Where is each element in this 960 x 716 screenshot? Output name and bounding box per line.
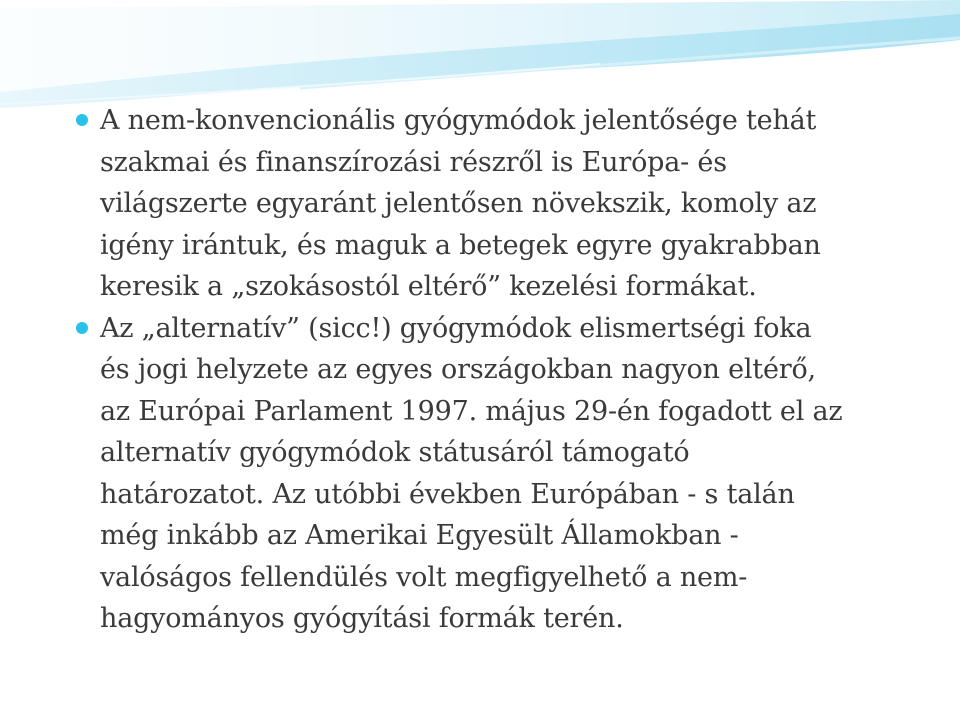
bullet-line: alternatív gyógymódok státusáról támogató <box>100 437 690 468</box>
bullet-line: az Európai Parlament 1997. május 29-én fogadott el az <box>100 395 843 427</box>
bullet-line: hagyományos gyógyítási formák terén. <box>100 603 624 634</box>
bullet-line: határozatot. Az utóbbi években Európában - s talán <box>100 478 795 510</box>
bullet-line: világszerte egyaránt jelentősen növekszik, komoly az <box>100 188 817 219</box>
bullet-line: szakmai és finanszírozási részről is Európa- és <box>100 146 727 178</box>
bullet-line: valóságos fellendülés volt megfigyelhető a nem- <box>100 561 748 593</box>
bullet-line: A nem-konvencionális gyógymódok jelentősége tehát <box>100 105 817 136</box>
bullet-line: igény irántuk, és maguk a betegek egyre gyakrabban <box>100 229 821 261</box>
slide-content <box>76 100 936 640</box>
bullet-dot-icon <box>76 114 88 126</box>
bullet-item <box>76 308 936 640</box>
bullet-line: és jogi helyzete az egyes országokban nagyon eltérő, <box>100 354 816 385</box>
bullet-dot-icon <box>76 322 88 334</box>
bullet-item <box>76 100 936 308</box>
bullet-line: Az „alternatív” (sicc!) gyógymódok elismertségi foka <box>100 312 812 344</box>
bullet-line: még inkább az Amerikai Egyesült Államokban - <box>100 520 739 551</box>
decorative-wave-band <box>0 0 960 110</box>
bullet-line: keresik a „szokásostól eltérő” kezelési formákat. <box>100 271 757 302</box>
